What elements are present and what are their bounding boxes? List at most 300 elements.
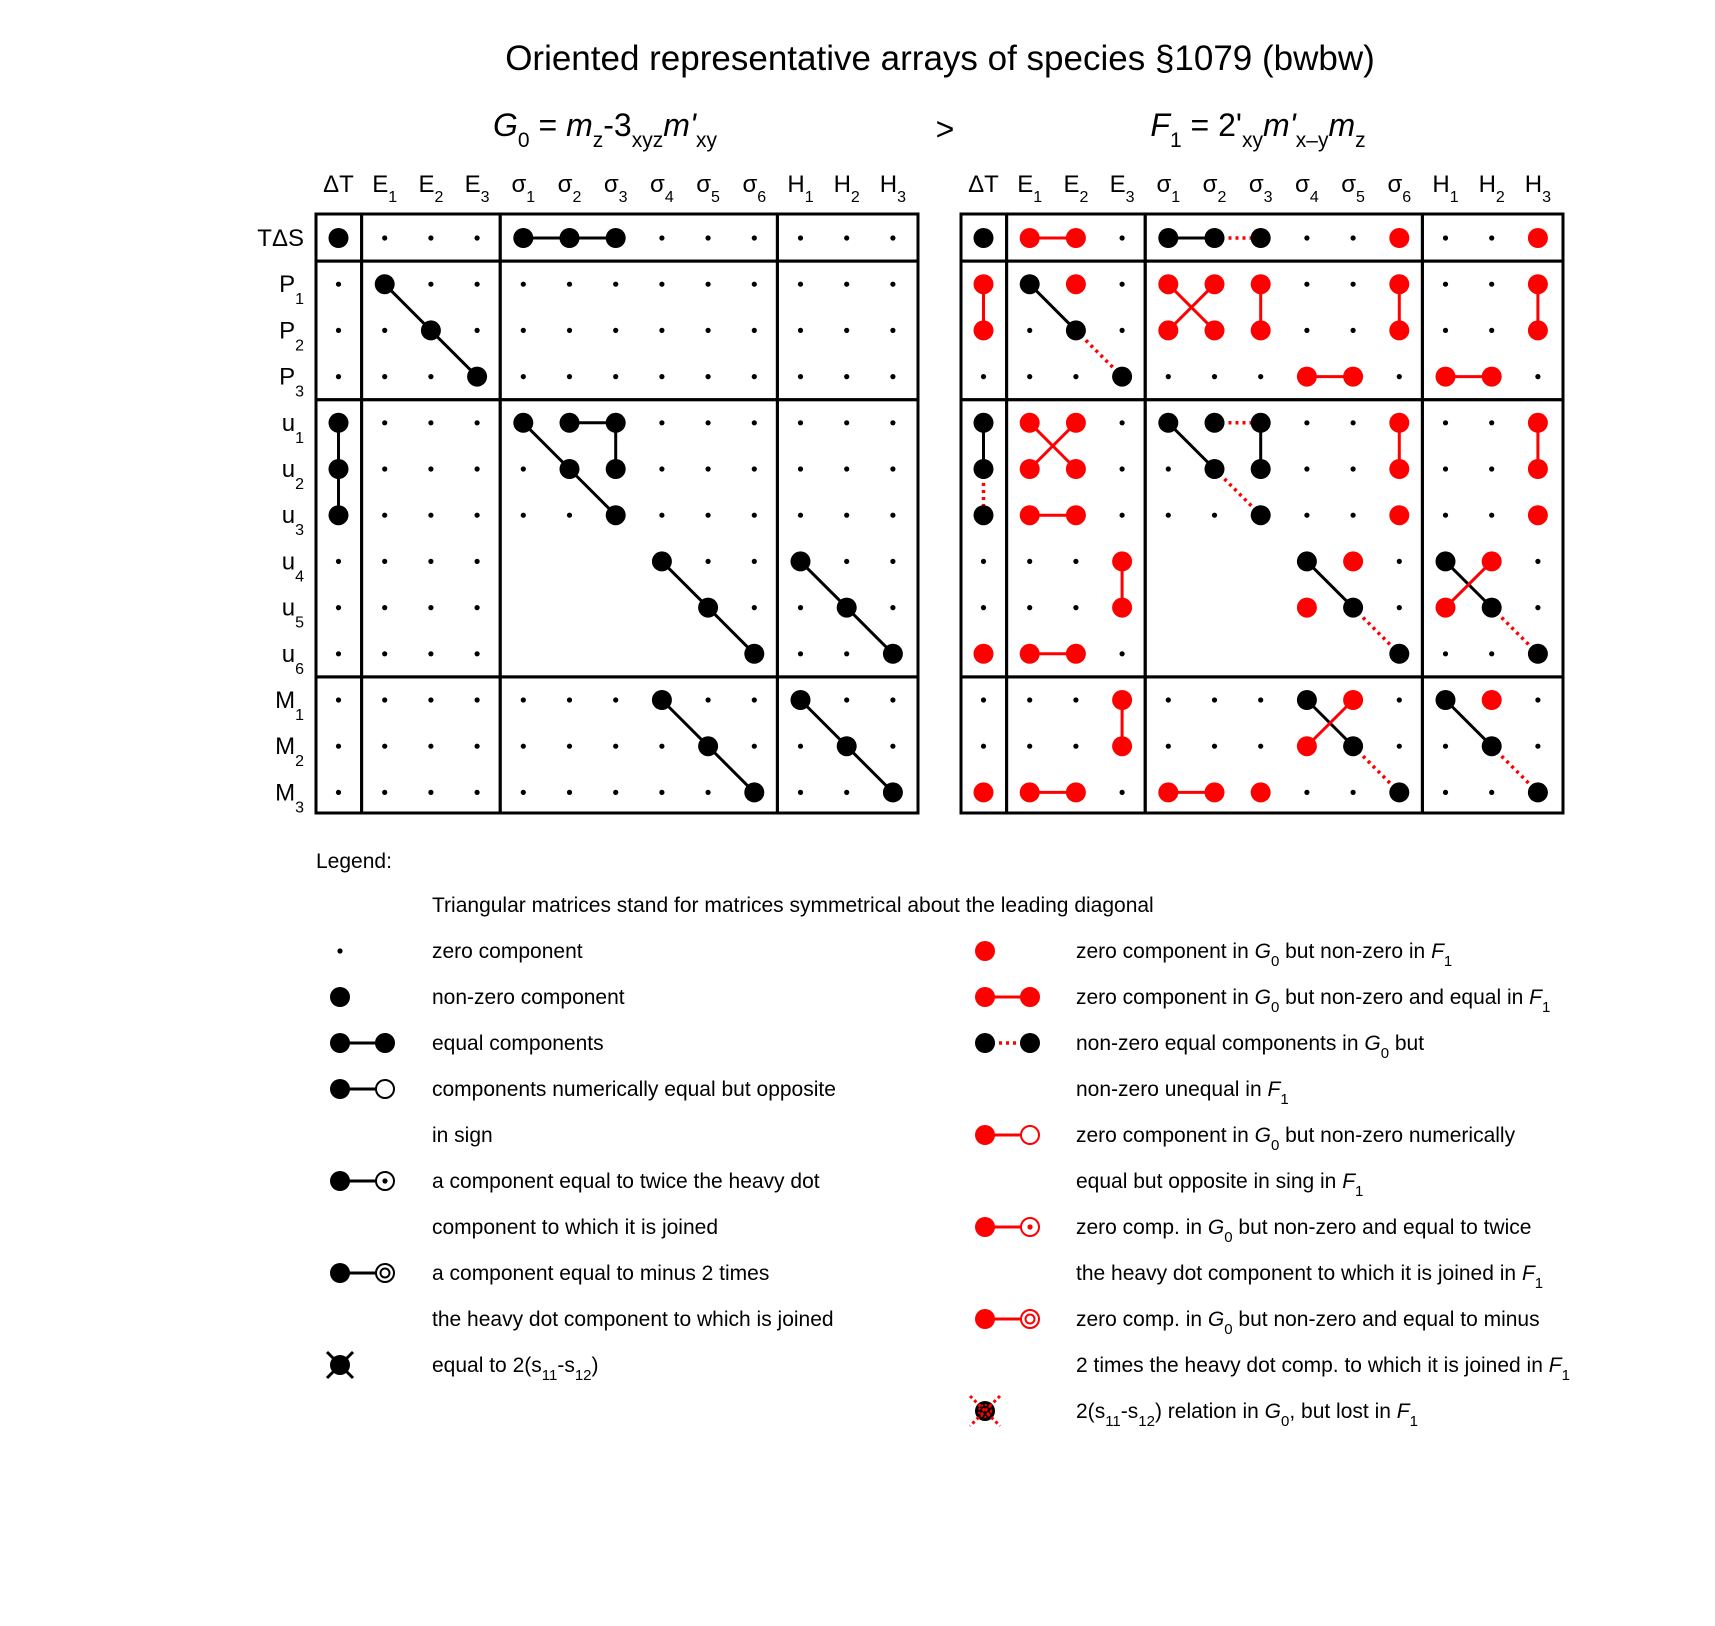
zero-component-dot: [752, 235, 757, 240]
formula-part: = 2': [1181, 107, 1242, 143]
row-header-sub: 2: [295, 337, 304, 355]
nonzero-component-dot: [560, 413, 580, 433]
zero-component-dot: [1212, 374, 1217, 379]
column-header-base: H: [1524, 171, 1543, 198]
zero-component-dot: [1351, 790, 1356, 795]
column-header-sub: 2: [1495, 189, 1505, 206]
row-header-sub: 3: [295, 383, 304, 401]
zero-component-dot: [613, 790, 618, 795]
dot: [337, 948, 342, 953]
zero-component-dot: [475, 651, 480, 656]
column-header-sub: 5: [711, 189, 720, 206]
zero-component-dot: [567, 790, 572, 795]
zero-component-dot: [1027, 374, 1032, 379]
red-component-dot: [1389, 320, 1409, 340]
row-header: [279, 271, 304, 308]
row-header-base: P: [279, 363, 296, 391]
nonzero-component-dot: [1158, 413, 1178, 433]
inner-dot: [382, 1178, 387, 1183]
zero-component-dot: [1443, 282, 1448, 287]
row-header-base: M: [275, 779, 296, 807]
zero-component-dot: [798, 790, 803, 795]
zero-component-dot: [382, 744, 387, 749]
zero-component-dot: [659, 374, 664, 379]
formula-part: F: [1150, 107, 1170, 143]
zero-component-dot: [890, 513, 895, 518]
zero-component-dot: [521, 744, 526, 749]
red-component-dot: [1251, 782, 1271, 802]
zero-component-dot: [613, 328, 618, 333]
formula-part: -3: [603, 107, 632, 143]
column-header-base: σ: [1387, 171, 1403, 198]
column-header-base: E: [372, 171, 389, 198]
zero-component-dot: [382, 328, 387, 333]
array-f1: [961, 171, 1563, 813]
legend-entry-text: [1076, 1354, 1570, 1384]
zero-component-dot: [1027, 328, 1032, 333]
column-header-f1: [1156, 171, 1180, 206]
red-opposite-icon: [975, 1125, 1039, 1145]
zero-component-dot: [1120, 235, 1125, 240]
zero-component-dot: [567, 513, 572, 518]
red-component-dot: [974, 274, 994, 294]
legend-text-part: zero component in: [1076, 1124, 1255, 1147]
legend-entry-text: [432, 1124, 493, 1147]
zero-component-dot: [890, 235, 895, 240]
left-formula: [493, 107, 717, 152]
zero-component-dot: [428, 466, 433, 471]
column-header-f1: [1249, 171, 1273, 206]
legend-text-part: the heavy dot component to which it is joined in: [1076, 1262, 1522, 1285]
zero-component-dot: [382, 420, 387, 425]
red-component-dot: [1020, 505, 1040, 525]
formula-part: m': [663, 107, 696, 143]
column-header-g0: [372, 171, 397, 206]
zero-component-dot: [1027, 605, 1032, 610]
zero-component-dot: [336, 559, 341, 564]
zero-component-dot: [1073, 559, 1078, 564]
array-g0: [257, 171, 918, 816]
zero-component-dot: [1073, 605, 1078, 610]
zero-component-dot: [428, 374, 433, 379]
pair-dot: [376, 1034, 394, 1052]
pair-dot: [330, 1263, 350, 1283]
zero-component-dot: [1535, 374, 1540, 379]
column-header-base: σ: [650, 171, 665, 198]
dot: [975, 941, 995, 961]
red-component-dot: [1112, 551, 1132, 571]
zero-component-dot: [382, 559, 387, 564]
zero-component-dot: [336, 374, 341, 379]
zero-component-dot: [521, 697, 526, 702]
row-header: [275, 779, 304, 816]
column-header-base: E: [464, 171, 481, 198]
row-header-sub: 1: [295, 707, 304, 724]
zero-component-dot: [844, 513, 849, 518]
zero-component-dot: [428, 559, 433, 564]
zero-component-dot: [890, 328, 895, 333]
zero-component-dot: [428, 420, 433, 425]
zero-component-dot: [752, 420, 757, 425]
column-header-sub: 3: [1263, 189, 1273, 206]
legend-text-part: component to which it is joined: [432, 1216, 718, 1239]
nonzero-component-dot: [606, 505, 626, 525]
legend-text-part: components numerically equal but opposite: [432, 1078, 836, 1101]
zero-component-dot: [798, 235, 803, 240]
legend-text-part: a component equal to twice the heavy dot: [432, 1170, 820, 1193]
red-component-dot: [1066, 644, 1086, 664]
row-header-base: u: [281, 456, 296, 483]
zero-component-dot: [613, 744, 618, 749]
zero-component-dot: [752, 513, 757, 518]
red-dot-icon: [975, 941, 995, 961]
nonzero-component-dot: [698, 736, 718, 756]
nonzero-component-dot: [974, 505, 994, 525]
zero-component-dot: [798, 420, 803, 425]
zero-component-dot: [428, 790, 433, 795]
red-component-dot: [1297, 598, 1317, 618]
legend-note: Triangular matrices stand for matrices symmetrical about the leading diagonal: [432, 894, 1154, 917]
figure-title: Oriented representative arrays of species §1079 (bwbw): [505, 39, 1375, 78]
zero-component-dot: [1443, 466, 1448, 471]
zero-component-dot: [1535, 744, 1540, 749]
nonzero-component-dot: [1205, 413, 1225, 433]
red-component-dot: [974, 782, 994, 802]
zero-component-dot: [428, 605, 433, 610]
column-header-sub: 3: [1125, 189, 1135, 206]
column-header-base: E: [1063, 171, 1080, 198]
row-header: [282, 502, 304, 539]
legend-text-part: 0: [1270, 999, 1280, 1016]
column-header-base: σ: [603, 171, 619, 198]
zero-component-dot: [844, 235, 849, 240]
nonzero-component-dot: [1297, 551, 1317, 571]
legend-text-part: F: [1431, 940, 1444, 963]
nonzero-component-dot: [1251, 413, 1271, 433]
legend-text-part: 2 times the heavy dot comp. to which it is joined in: [1076, 1354, 1549, 1377]
pair-dot: [975, 1033, 995, 1053]
zero-component-dot: [659, 466, 664, 471]
row-header-base: u: [281, 640, 296, 668]
nonzero-component-dot: [698, 598, 718, 618]
red-twice-icon: [975, 1217, 1039, 1237]
column-header-sub: 3: [1542, 189, 1552, 206]
zero-component-dot: [336, 328, 341, 333]
zero-component-dot: [1397, 744, 1402, 749]
column-header-base: E: [1109, 171, 1126, 198]
zero-component-dot: [428, 651, 433, 656]
nonzero-component-dot: [974, 459, 994, 479]
column-header-f1: [968, 171, 999, 198]
legend-text-part: 1: [1355, 1183, 1364, 1200]
nonzero-component-dot: [791, 551, 811, 571]
row-header: [257, 225, 304, 252]
column-header-f1: [1063, 171, 1088, 206]
legend-text-part: G: [1364, 1032, 1381, 1055]
nonzero-component-dot: [652, 690, 672, 710]
column-header-base: H: [787, 171, 805, 198]
zero-component-dot: [706, 328, 711, 333]
zero-component-dot: [336, 697, 341, 702]
red-x-dot-icon: [970, 1396, 1000, 1426]
zero-component-dot: [567, 374, 572, 379]
red-component-dot: [1066, 459, 1086, 479]
legend-text-part: 1: [1280, 1091, 1289, 1108]
zero-component-dot: [382, 697, 387, 702]
legend-entry-text: [1076, 1124, 1516, 1154]
array-block: [777, 400, 918, 677]
row-header-sub: 5: [295, 614, 304, 632]
column-header-base: σ: [742, 171, 758, 198]
column-header-g0: [465, 171, 490, 206]
legend-text-part: 1: [1541, 999, 1551, 1016]
red-component-dot: [1482, 551, 1502, 571]
pair-dot: [330, 1033, 350, 1053]
pair-dot: [1021, 988, 1039, 1006]
zero-component-dot: [752, 282, 757, 287]
legend-text-part: 0: [1224, 1321, 1233, 1338]
legend-entry-text: [432, 1308, 834, 1331]
column-header-sub: 2: [1217, 189, 1227, 206]
array-block: [362, 400, 501, 677]
nonzero-component-dot: [883, 782, 903, 802]
legend-entry-text: [432, 1078, 836, 1101]
zero-component-dot: [1489, 466, 1494, 471]
zero-component-dot: [1166, 744, 1171, 749]
zero-component-dot: [521, 374, 526, 379]
zero-component-dot: [1397, 697, 1402, 702]
legend-entry-text: [432, 986, 625, 1009]
legend-text-part: 2(: [1076, 1400, 1095, 1423]
legend-entry-text: [1076, 1262, 1543, 1292]
legend-text-part: non-zero unequal in: [1076, 1078, 1268, 1101]
column-header-sub: 2: [434, 189, 444, 206]
zero-component-dot: [659, 790, 664, 795]
row-header-base: u: [281, 409, 296, 437]
x-dot-icon: [327, 1352, 353, 1378]
red-component-dot: [1020, 413, 1040, 433]
zero-component-dot: [1027, 559, 1032, 564]
zero-component-dot: [1489, 790, 1494, 795]
zero-component-dot: [475, 697, 480, 702]
zero-component-dot: [890, 466, 895, 471]
zero-component-dot: [1351, 282, 1356, 287]
column-header-base: σ: [1341, 171, 1357, 198]
legend-text-part: zero comp. in: [1076, 1308, 1208, 1331]
zero-component-dot: [521, 790, 526, 795]
zero-component-dot: [1212, 513, 1217, 518]
red-component-dot: [974, 644, 994, 664]
zero-component-dot: [1443, 420, 1448, 425]
nonzero-component-dot: [974, 413, 994, 433]
dot: [330, 987, 350, 1007]
nonzero-component-dot: [513, 228, 533, 248]
red-component-dot: [1112, 690, 1132, 710]
legend: [316, 850, 1570, 1430]
legend-entry-text: [1076, 1400, 1418, 1430]
zero-component-dot: [475, 513, 480, 518]
zero-component-dot: [706, 420, 711, 425]
column-header-sub: 3: [897, 189, 907, 206]
red-component-dot: [1158, 274, 1178, 294]
zero-component-dot: [752, 744, 757, 749]
zero-component-dot: [659, 420, 664, 425]
legend-text-part: in sign: [432, 1124, 493, 1147]
legend-heading: Legend:: [316, 850, 392, 873]
row-header-base: u: [281, 594, 296, 622]
column-header-sub: 4: [1309, 189, 1319, 206]
column-header-f1: [1017, 171, 1042, 206]
zero-component-dot: [1443, 328, 1448, 333]
zero-component-dot: [567, 744, 572, 749]
zero-component-dot: [382, 466, 387, 471]
zero-component-dot: [1027, 697, 1032, 702]
legend-entry-text: [432, 1170, 820, 1193]
column-header-base: H: [1432, 171, 1450, 198]
column-header-sub: 5: [1356, 189, 1365, 206]
zero-component-dot: [336, 282, 341, 287]
legend-text-part: F: [1529, 986, 1542, 1009]
zero-component-dot: [798, 513, 803, 518]
pair-dot: [1020, 1033, 1040, 1053]
row-header: [275, 687, 304, 724]
column-header-g0: [787, 171, 813, 206]
zero-component-dot: [613, 282, 618, 287]
zero-component-dot: [1304, 420, 1309, 425]
row-header-base: M: [275, 733, 296, 761]
legend-text-part: 11: [541, 1367, 558, 1384]
zero-component-dot: [428, 744, 433, 749]
zero-component-dot: [1397, 605, 1402, 610]
column-header-base: ΔT: [968, 171, 999, 198]
pair-dot: [975, 1125, 995, 1145]
nonzero-component-dot: [1251, 459, 1271, 479]
legend-entry-text: [1076, 986, 1550, 1016]
nonzero-component-dot: [837, 598, 857, 618]
opposite-pair-icon: [330, 1079, 394, 1099]
zero-component-dot: [521, 282, 526, 287]
nonzero-component-dot: [606, 459, 626, 479]
legend-text-part: 12: [574, 1367, 592, 1384]
zero-component-dot: [336, 790, 341, 795]
legend-text-part: 1: [1561, 1367, 1570, 1384]
zero-component-dot: [1166, 466, 1171, 471]
zero-component-dot: [981, 744, 986, 749]
zero-component-dot: [521, 513, 526, 518]
zero-component-dot: [475, 466, 480, 471]
zero-component-dot: [1304, 282, 1309, 287]
legend-text-part: s: [1127, 1400, 1139, 1423]
row-header: [279, 317, 304, 354]
zero-component-dot: [706, 374, 711, 379]
formula-part: m: [1328, 107, 1356, 143]
column-header-g0: [696, 171, 720, 206]
zero-component-dot: [1351, 420, 1356, 425]
red-component-dot: [1251, 274, 1271, 294]
zero-component-dot: [1489, 651, 1494, 656]
zero-component-dot: [1120, 513, 1125, 518]
zero-component-dot: [798, 605, 803, 610]
red-component-dot: [1343, 690, 1363, 710]
legend-text-part: ) relation in: [1154, 1400, 1265, 1423]
row-header: [275, 733, 304, 770]
column-header-base: σ: [557, 171, 573, 198]
column-header-sub: 1: [526, 189, 536, 206]
nonzero-component-dot: [329, 228, 349, 248]
red-component-dot: [1528, 274, 1548, 294]
formula-part: z: [1355, 129, 1366, 152]
pair-dot: [975, 987, 995, 1007]
red-component-dot: [1436, 598, 1456, 618]
zero-component-dot: [1351, 513, 1356, 518]
zero-component-dot: [706, 697, 711, 702]
zero-component-dot: [1351, 235, 1356, 240]
formula-part: z: [592, 129, 604, 152]
zero-component-dot: [1535, 559, 1540, 564]
zero-component-dot: [382, 235, 387, 240]
legend-text-part: zero component in: [1076, 986, 1255, 1009]
formula-part: xyz: [631, 129, 664, 152]
pair-dot: [330, 1171, 350, 1191]
zero-component-dot: [336, 744, 341, 749]
zero-component-dot: [844, 790, 849, 795]
legend-text-part: G: [1254, 1124, 1271, 1147]
legend-entry-text: [1076, 1308, 1540, 1338]
zero-component-dot: [1443, 790, 1448, 795]
nonzero-component-dot: [1436, 551, 1456, 571]
zero-component-dot: [798, 651, 803, 656]
zero-component-dot: [613, 374, 618, 379]
zero-component-dot: [706, 235, 711, 240]
array-block: [1422, 400, 1563, 677]
red-component-dot: [1389, 274, 1409, 294]
legend-text-part: -: [1120, 1400, 1128, 1423]
legend-text-part: non-zero component: [432, 986, 625, 1009]
column-header-base: σ: [1295, 171, 1310, 198]
red-component-dot: [1482, 367, 1502, 387]
nonzero-component-dot: [329, 413, 349, 433]
red-component-dot: [1528, 228, 1548, 248]
nonzero-component-dot: [1020, 274, 1040, 294]
red-component-dot: [1066, 505, 1086, 525]
legend-text-part: F: [1521, 1262, 1535, 1285]
zero-component-dot: [567, 328, 572, 333]
column-header-g0: [511, 171, 535, 206]
zero-component-dot: [1120, 420, 1125, 425]
nonzero-component-dot: [883, 644, 903, 664]
zero-component-dot: [1212, 697, 1217, 702]
red-component-dot: [1205, 782, 1225, 802]
zero-component-dot: [1443, 235, 1448, 240]
red-component-dot: [1158, 782, 1178, 802]
column-header-f1: [1479, 171, 1505, 206]
legend-text-part: 0: [1270, 1137, 1280, 1154]
red-component-dot: [1066, 228, 1086, 248]
legend-text-part: 1: [1534, 1275, 1544, 1292]
legend-text-part: equal but opposite in sing in: [1076, 1170, 1343, 1193]
legend-text-part: zero component in: [1076, 940, 1255, 963]
zero-component-dot: [1258, 744, 1263, 749]
legend-entry-text: [432, 1262, 769, 1285]
formula-part: G: [493, 107, 518, 143]
nonzero-component-dot: [560, 228, 580, 248]
red-component-dot: [1020, 644, 1040, 664]
pair-dot: [975, 1309, 995, 1329]
zero-component-dot: [428, 697, 433, 702]
red-component-dot: [974, 320, 994, 340]
zero-component-dot: [1304, 466, 1309, 471]
array-block: [500, 261, 777, 400]
